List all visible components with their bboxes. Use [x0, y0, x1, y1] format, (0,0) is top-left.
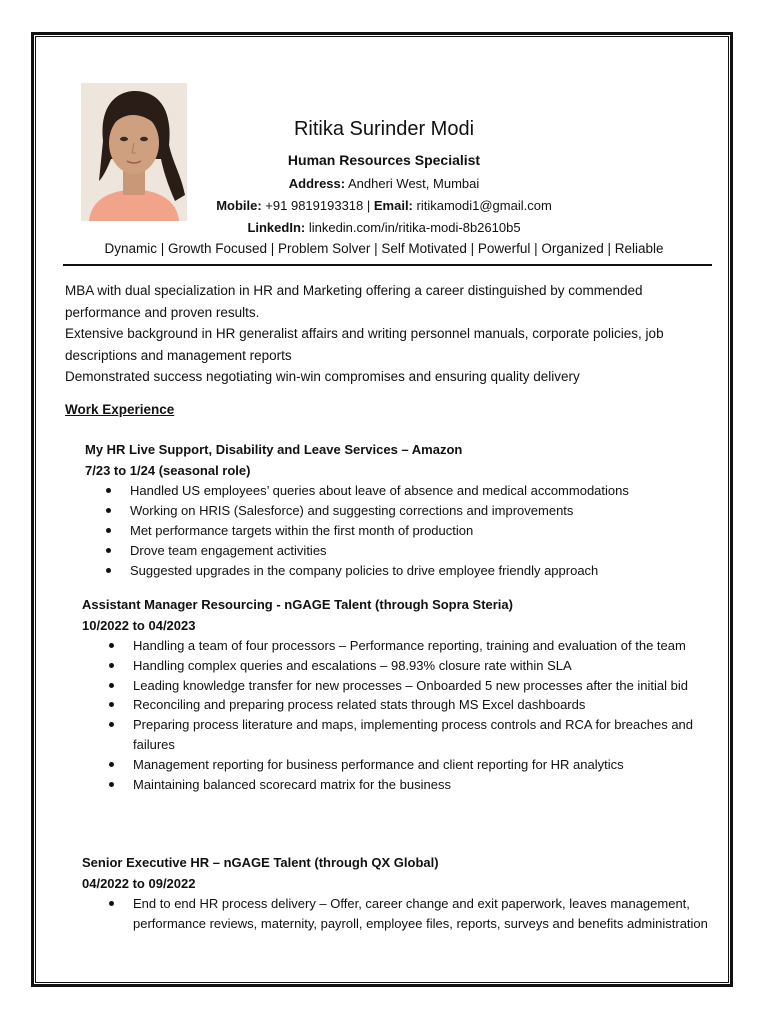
bullet-item: Leading knowledge transfer for new processes – Onboarded 5 new processes after the initial bid	[133, 676, 708, 696]
job-entry-amazon	[85, 439, 725, 581]
bullet-item: End to end HR process delivery – Offer, career change and exit paperwork, leaves management, performance reviews, maternity, payroll, employee files, reports, surveys and benefits administration	[133, 894, 708, 934]
linkedin-label: LinkedIn:	[247, 220, 306, 235]
bullet-item: Drove team engagement activities	[130, 541, 690, 561]
job-dates: 7/23 to 1/24 (seasonal role)	[85, 463, 251, 478]
job-bullets	[130, 481, 690, 581]
bullet-item: Reconciling and preparing process related stats through MS Excel dashboards	[133, 695, 708, 715]
traits-line: Dynamic | Growth Focused | Problem Solver | Self Motivated | Powerful | Organized | Reliable	[104, 241, 664, 256]
candidate-name: Ritika Surinder Modi	[293, 118, 475, 140]
summary-paragraph: Extensive background in HR generalist affairs and writing personnel manuals, corporate policies, job descriptions and management reports	[65, 326, 664, 363]
summary-paragraph: MBA with dual specialization in HR and Marketing offering a career distinguished by commended performance and proven results.	[65, 283, 643, 320]
job-role: My HR Live Support, Disability and Leave Services – Amazon	[85, 442, 463, 457]
job-role: Senior Executive HR – nGAGE Talent (through QX Global)	[82, 855, 439, 870]
job-dates: 04/2022 to 09/2022	[82, 876, 196, 891]
summary-section	[65, 280, 705, 388]
job-bullets	[133, 636, 708, 794]
bullet-item: Handled US employees’ queries about leave of absence and medical accommodations	[130, 481, 690, 501]
bullet-item: Met performance targets within the first month of production	[130, 521, 690, 541]
linkedin-value[interactable]: linkedin.com/in/ritika-modi-8b2610b5	[305, 220, 521, 235]
address-value: Andheri West, Mumbai	[345, 176, 480, 191]
work-experience-heading: Work Experience	[65, 402, 175, 417]
bullet-item: Management reporting for business performance and client reporting for HR analytics	[133, 755, 708, 775]
job-title: Human Resources Specialist	[287, 152, 481, 168]
job-bullets	[133, 894, 708, 934]
linkedin-line	[0, 220, 768, 235]
email-value[interactable]: ritikamodi1@gmail.com	[412, 198, 552, 213]
job-entry-ngage-sopra	[82, 594, 722, 794]
bullet-item: Suggested upgrades in the company policies to drive employee friendly approach	[130, 561, 690, 581]
job-dates: 10/2022 to 04/2023	[82, 618, 196, 633]
contact-line	[0, 198, 768, 213]
address-line	[0, 176, 768, 191]
bullet-item: Handling a team of four processors – Performance reporting, training and evaluation of the team	[133, 636, 708, 656]
job-role: Assistant Manager Resourcing - nGAGE Talent (through Sopra Steria)	[82, 597, 513, 612]
bullet-item: Handling complex queries and escalations – 98.93% closure rate within SLA	[133, 656, 708, 676]
mobile-label: Mobile:	[216, 198, 262, 213]
job-entry-ngage-qx	[82, 852, 722, 934]
email-label: Email:	[373, 198, 413, 213]
address-label: Address:	[288, 176, 346, 191]
mobile-value: +91 9819193318 |	[261, 198, 374, 213]
bullet-item: Preparing process literature and maps, implementing process controls and RCA for breaches and failures	[133, 715, 708, 755]
bullet-item: Maintaining balanced scorecard matrix for the business	[133, 775, 708, 795]
header-divider	[63, 264, 712, 266]
summary-paragraph: Demonstrated success negotiating win-win compromises and ensuring quality delivery	[65, 369, 580, 384]
bullet-item: Working on HRIS (Salesforce) and suggesting corrections and improvements	[130, 501, 690, 521]
